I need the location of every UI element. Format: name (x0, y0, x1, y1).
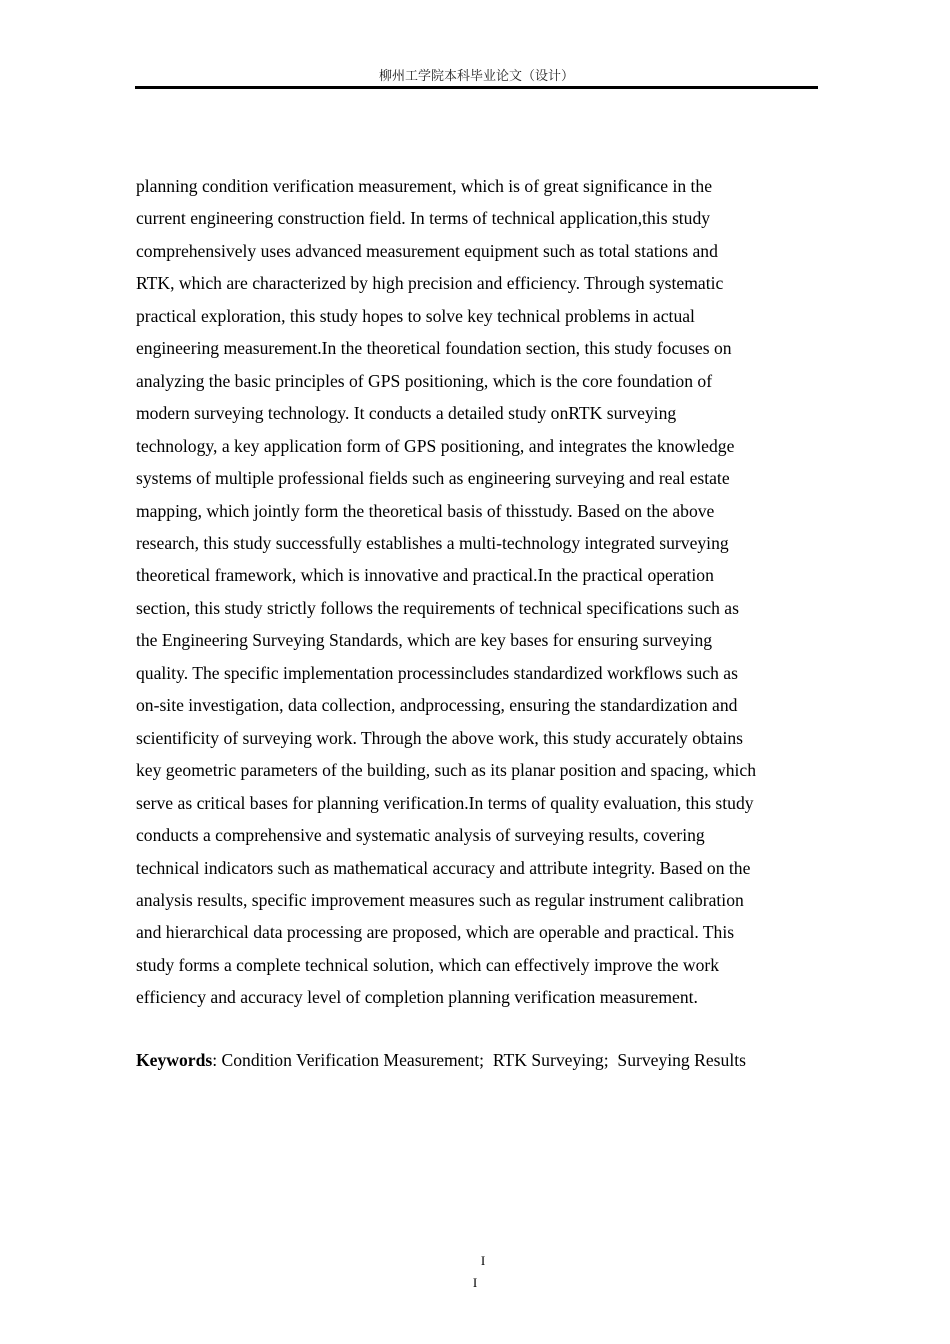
abstract-body: planning condition verification measurement, which is of great significance in the current engineering construction field. In terms of technical application,this study comprehensively uses advanced measurement equipment such as total stations and RTK, which are characterized by high precision and efficiency. Through systematic practical exploration, this study hopes to solve key technical problems in actual engineering measurement.In the theoretical foundation section, this study focuses on analyzing the basic principles of GPS positioning, which is the core foundation of modern surveying technology. It conducts a detailed study onRTK surveying technology, a key application form of GPS positioning, and integrates the knowledge systems of multiple professional fields such as engineering surveying and real estate mapping, which jointly form the theoretical basis of thisstudy. Based on the above research, this study successfully establishes a multi-technology integrated surveying theoretical framework, which is innovative and practical.In the practical operation section, this study strictly follows the requirements of technical specifications such as the Engineering Surveying Standards, which are key bases for ensuring surveying quality. The specific implementation processincludes standardized workflows such as on-site investigation, data collection, andprocessing, ensuring the standardization and scientificity of surveying work. Through the above work, this study accurately obtains key geometric parameters of the building, such as its planar position and spacing, which serve as critical bases for planning verification.In terms of quality evaluation, this study conducts a comprehensive and systematic analysis of surveying results, covering technical indicators such as mathematical accuracy and attribute integrity. Based on the analysis results, specific improvement measures such as regular instrument calibration and hierarchical data processing are proposed, which are operable and practical. This study forms a complete technical solution, which can effectively improve the work efficiency and accuracy level of completion planning verification measurement. (136, 176, 757, 1008)
keywords-line (136, 1044, 836, 1076)
page-number: I (480, 1253, 486, 1268)
header-divider (135, 86, 818, 89)
keywords-text: : Condition Verification Measurement; RTK Surveying; Surveying Results (212, 1050, 746, 1070)
running-header: 柳州工学院本科毕业论文（设计） (378, 68, 574, 83)
keywords-label: Keywords (136, 1050, 213, 1070)
page-number-secondary: I (472, 1275, 478, 1290)
